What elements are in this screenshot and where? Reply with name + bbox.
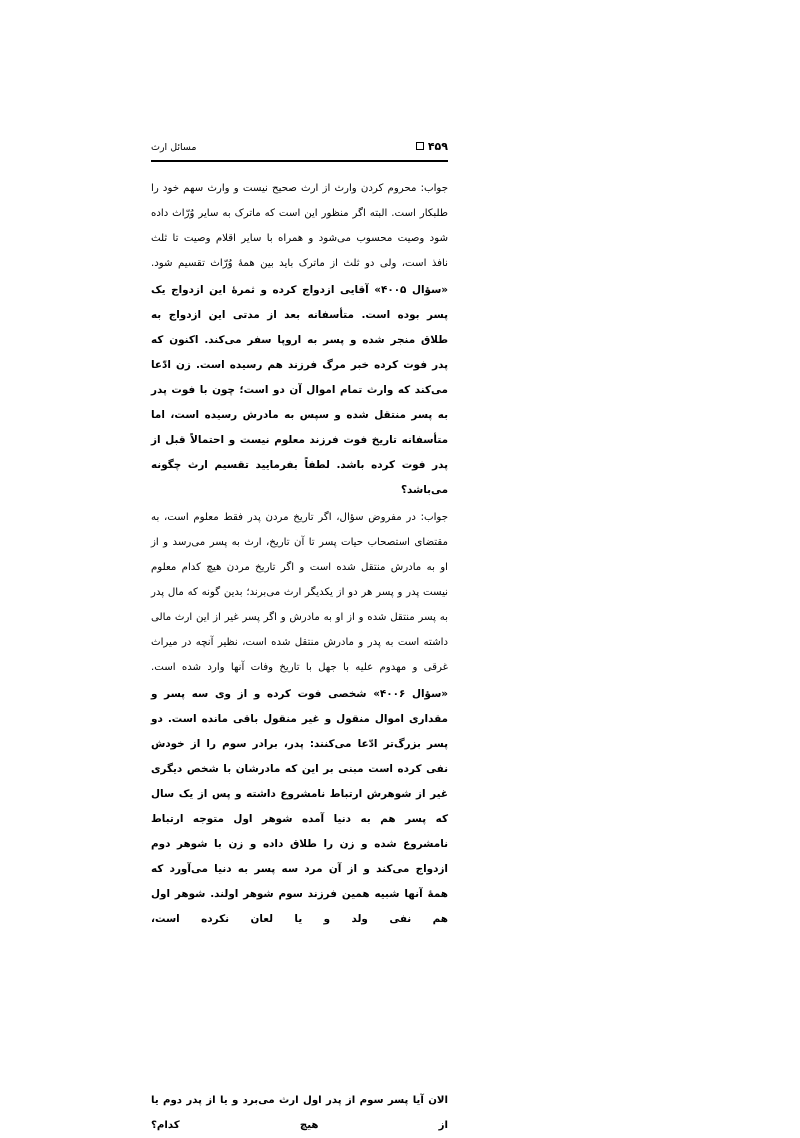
paragraph-answer-4005: جواب: در مفروض سؤال، اگر تاریخ مردن پدر فقط معلوم است، به مقتضای استصحاب حیات پسر تا آن تاریخ، ارث به پسر می‌رسد و از او به مادرش منتقل شده است و اگر تاریخ مردن هیچ کدام معلوم نیست پدر و پسر هر دو از یکدیگر ارث می‌برند؛ بدین گونه که مال پدر به پسر منتقل شده و از او به مادرش و اگر پسر غیر از این ارث مالی داشته است به پدر و مادرش منتقل شده است، نظیر آنچه در میراث غرقی و مهدوم علیه با جهل با تاریخ وفات آنها وارد شده است. [151, 512, 448, 673]
page-number: ۴۵۹ [427, 140, 448, 153]
chapter-title: مسائل ارث [151, 142, 197, 153]
page-content [151, 140, 448, 934]
paragraph-answer-1: جواب: محروم کردن وارث از ارث صحیح نیست و وارث سهم خود را طلبکار است. البته اگر منظور این است که ماترک به سایر وُرّاث داده شود وصیت محسوب می‌شود و همراه با سایر اقلام وصیت تا ثلث نافذ است، ولی دو ثلث از ماترک باید بین همهٔ وُرّاث تقسیم شود. [151, 183, 448, 269]
page-header [151, 140, 448, 157]
page-number-group [416, 140, 448, 153]
square-bullet-icon [416, 142, 424, 150]
header-divider [151, 160, 448, 162]
clipped-line-container [151, 1088, 448, 1131]
paragraph-question-4005: «سؤال ۴۰۰۵» آقایی ازدواج کرده و ثمرهٔ این ازدواج یک پسر بوده است. متأسفانه بعد از مدتی این ازدواج به طلاق منجر شده و پسر به اروپا سفر می‌کند. اکنون که پدر فوت کرده خبر مرگ فرزند هم رسیده است. زن ادّعا می‌کند که وارث تمام اموال آن دو است؛ چون با فوت پدر به پسر منتقل شده و سپس به مادرش رسیده است، اما متأسفانه تاریخ فوت فرزند معلوم نیست و احتمالاً قبل از پدر فوت کرده باشد. لطفاً بفرمایید تقسیم ارث چگونه می‌باشد؟ [151, 284, 449, 496]
paragraph-question-4006: «سؤال ۴۰۰۶» شخصی فوت کرده و از وی سه پسر و مقداری اموال منقول و غیر منقول باقی مانده است. دو پسر بزرگ‌تر ادّعا می‌کنند: پدر، برادر سوم را از خودش نفی کرده است مبنی بر این که مادرشان با شخص دیگری غیر از شوهرش ارتباط نامشروع داشته و پس از یک سال که پسر هم به دنیا آمده شوهر اول متوجه ارتباط نامشروع شده و زن را طلاق داده و زن با شوهر دوم ازدواج می‌کند و از آن مرد سه پسر به دنیا می‌آورد که همهٔ آنها شبیه همین فرزند سوم شوهر اولند. شوهر اول هم نفی ولد و یا لعان نکرده است، [151, 688, 448, 925]
clipped-line: الان آیا پسر سوم از پدر اول ارث می‌برد و یا از پدر دوم یا از هیچ کدام؟ [151, 1095, 448, 1131]
